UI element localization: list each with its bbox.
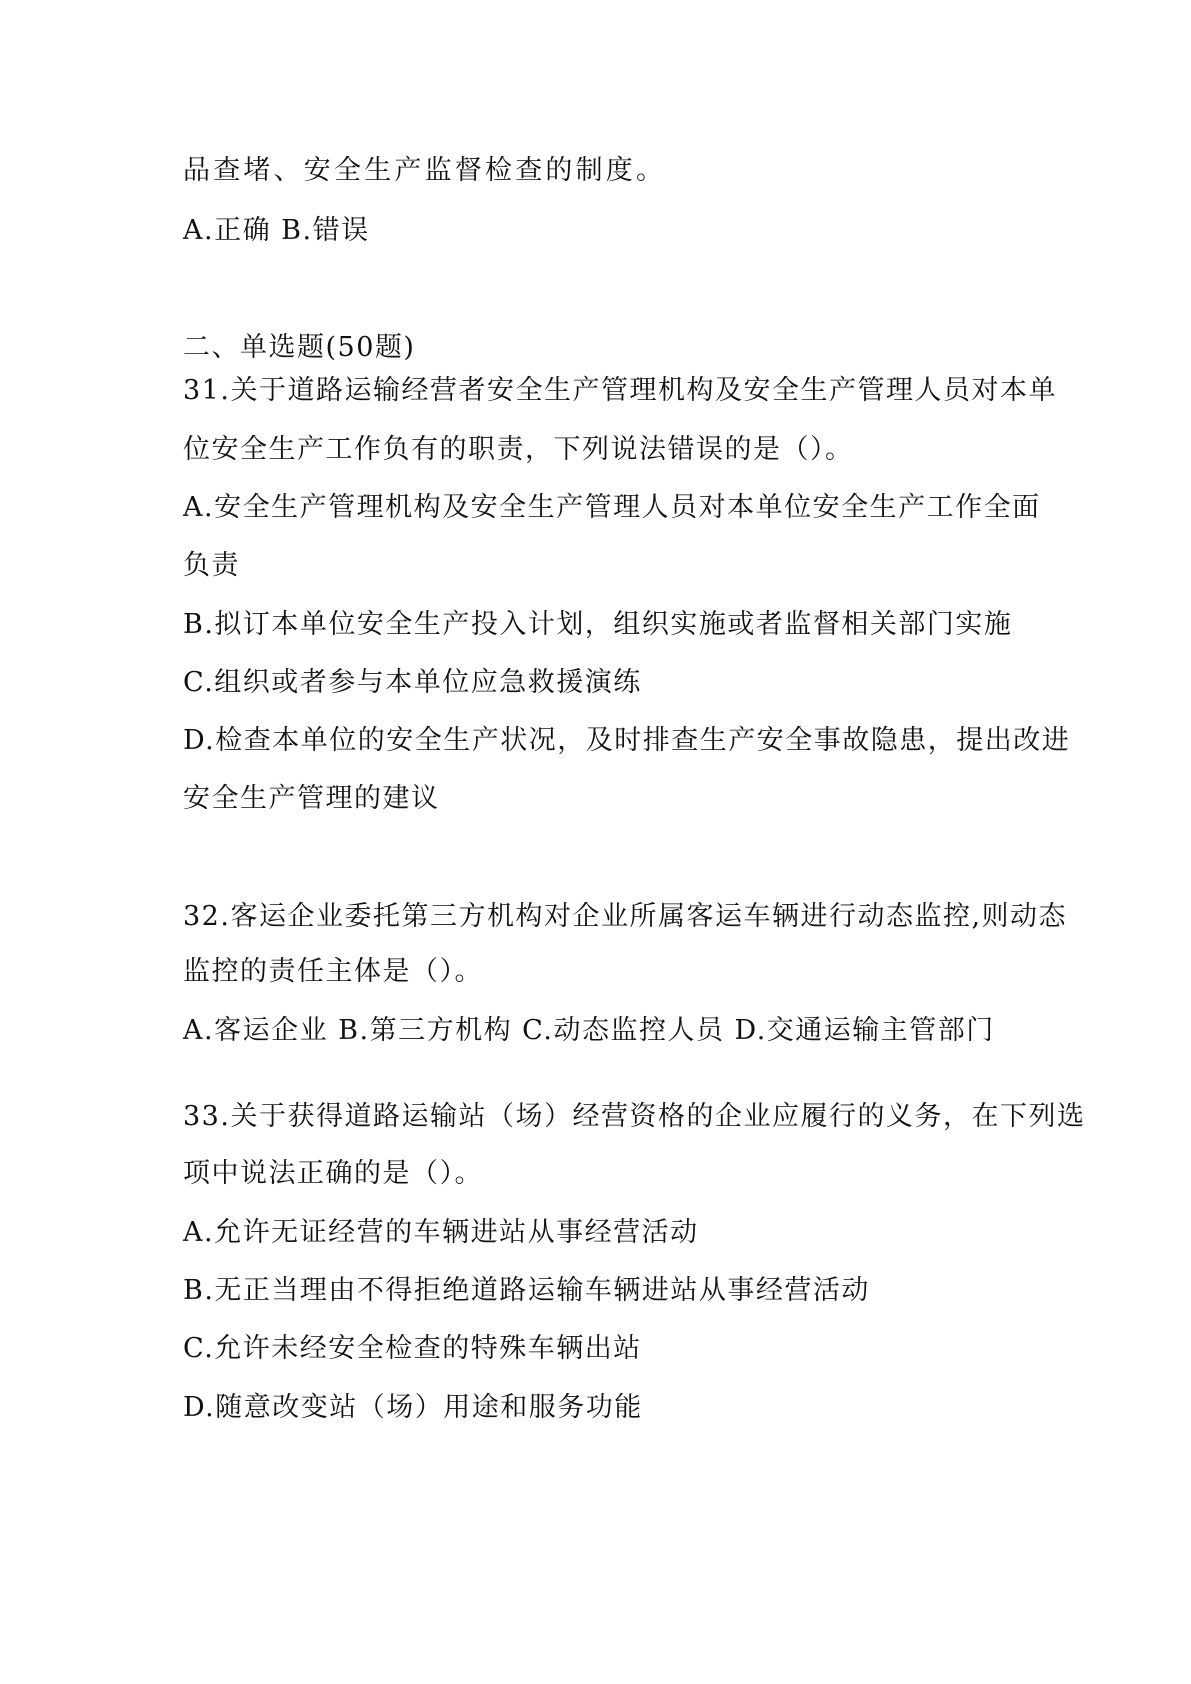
q32-options: A.客运企业 B.第三方机构 C.动态监控人员 D.交通运输主管部门 [183,1015,995,1046]
q31-option-d-line1: D.检查本单位的安全生产状况，及时排查生产安全事故隐患，提出改进 [183,725,1071,756]
q31-option-a-line1: A.安全生产管理机构及安全生产管理人员对本单位安全生产工作全面 [183,492,1041,523]
q31-option-b: B.拟订本单位安全生产投入计划，组织实施或者监督相关部门实施 [183,609,1013,640]
q33-option-d: D.随意改变站（场）用途和服务功能 [183,1392,643,1423]
q31-stem-line1: 31.关于道路运输经营者安全生产管理机构及安全生产管理人员对本单 [183,375,1057,406]
q33-option-a: A.允许无证经营的车辆进站从事经营活动 [183,1217,699,1248]
q31-option-d-line2: 安全生产管理的建议 [183,783,440,814]
q30-stem-continuation: 品查堵、安全生产监督检查的制度。 [183,155,667,186]
q33-option-b: B.无正当理由不得拒绝道路运输车辆进站从事经营活动 [183,1275,870,1306]
q33-option-c: C.允许未经安全检查的特殊车辆出站 [183,1333,642,1364]
q33-stem-line1: 33.关于获得道路运输站（场）经营资格的企业应履行的义务，在下列选 [183,1101,1086,1132]
q32-stem-line1: 32.客运企业委托第三方机构对企业所属客运车辆进行动态监控,则动态 [183,901,1068,932]
q31-option-a-line2: 负责 [183,550,240,581]
q33-stem-line2: 项中说法正确的是（）。 [183,1158,483,1189]
q31-stem-line2: 位安全生产工作负有的职责，下列说法错误的是（）。 [183,434,854,465]
section-heading-single-choice: 二、单选题(50题) [183,332,416,363]
q32-stem-line2: 监控的责任主体是（）。 [183,956,483,987]
q30-options: A.正确 B.错误 [183,215,370,246]
q31-option-c: C.组织或者参与本单位应急救援演练 [183,667,642,698]
